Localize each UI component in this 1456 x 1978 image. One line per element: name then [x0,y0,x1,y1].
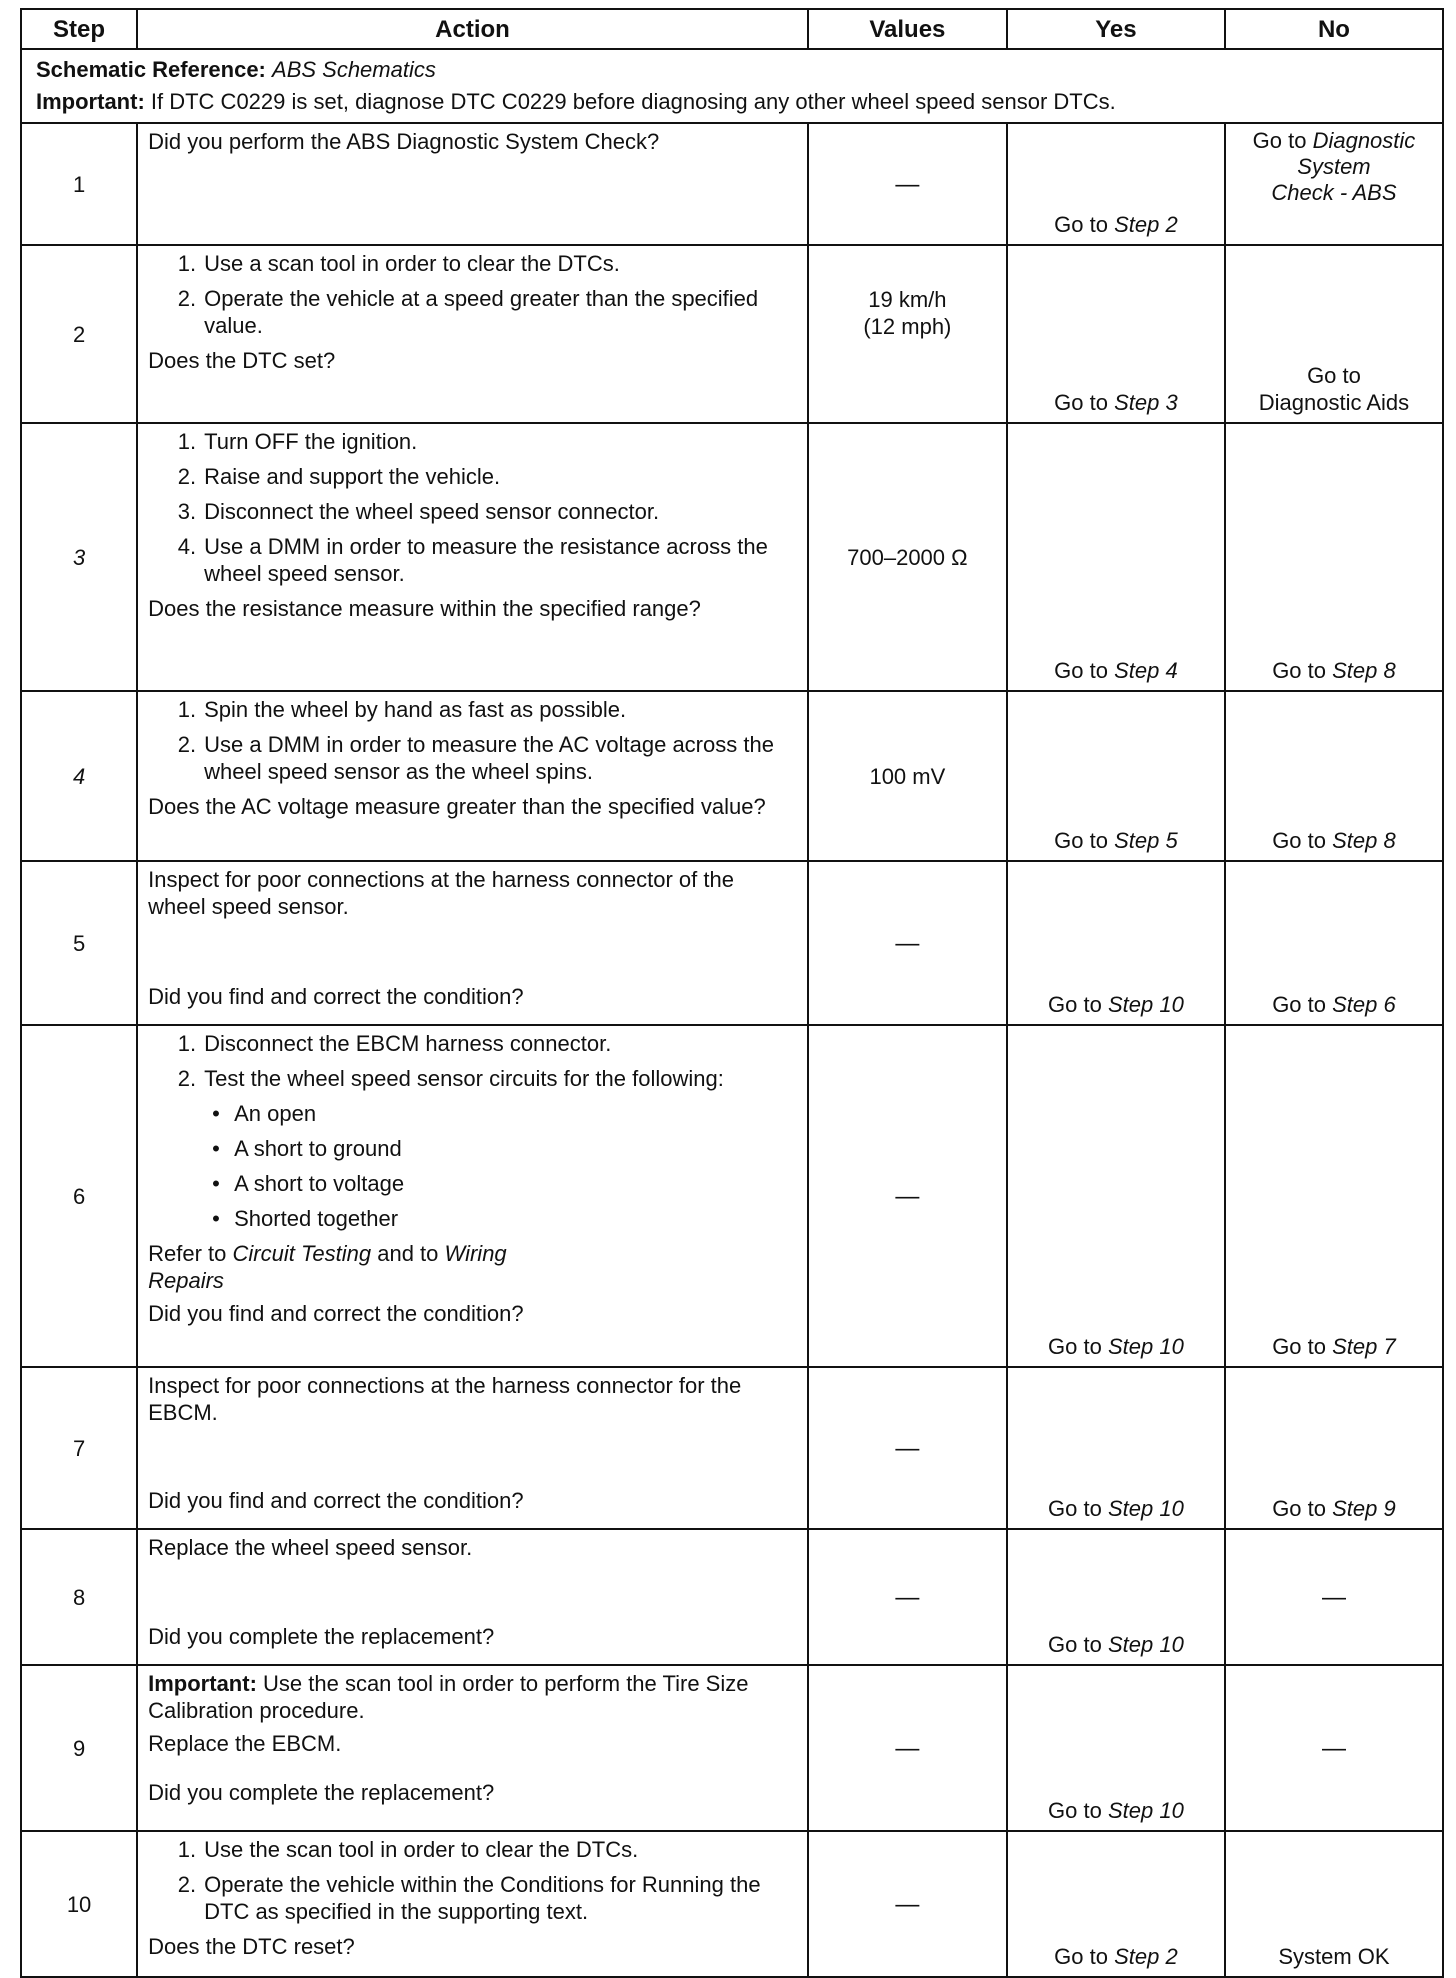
value-cell: — [808,1831,1007,1977]
yes-cell: Go to Step 3 [1007,245,1225,423]
yes-cell: Go to Step 2 [1007,1831,1225,1977]
question: Does the DTC reset? [148,1934,355,1959]
bullet-item: Shorted together [234,1206,399,1231]
step-number: 4 [21,691,137,861]
no-cell: — [1225,1665,1443,1831]
list-item: Raise and support the vehicle. [204,464,501,489]
yes-cell: Go to Step 4 [1007,423,1225,691]
step-number: 5 [21,861,137,1025]
header-action: Action [137,9,808,49]
value-cell: 19 km/h (12 mph) [808,245,1007,423]
no-cell: Go to Diagnostic Aids [1225,245,1443,423]
action-cell: 1. Use the scan tool in order to clear the DTCs. 2. Operate the vehicle within the Conditions for Running the DTC as specified in the supporting text. Does the DTC reset? [137,1831,808,1977]
table-row-step-3 [21,423,1443,691]
action-cell: 1. Turn OFF the ignition. 2. Raise and support the vehicle. 3. Disconnect the wheel speed sensor connector. 4. Use a DMM in order to measure the resistance across the wheel speed sensor. Does the resistance measure within the specified range? [137,423,808,691]
yes-link[interactable]: Step 3 [1114,390,1178,415]
important-text: If DTC C0229 is set, diagnose DTC C0229 before diagnosing any other wheel speed sensor DTCs. [150,89,1116,114]
no-link[interactable]: Diagnostic Aids [1258,390,1410,415]
refer-note: Refer to Circuit Testing and to Wiring Repairs [148,1241,507,1293]
value-cell: — [808,1529,1007,1665]
list-item: Use a scan tool in order to clear the DTCs. [204,251,620,276]
header-no: No [1225,9,1443,49]
action-cell: 1. Spin the wheel by hand as fast as possible. 2. Use a DMM in order to measure the AC voltage across the wheel speed sensor as the wheel spins. Does the AC voltage measure greater than the specified value? [137,691,808,861]
list-item: Operate the vehicle at a speed greater than the specified value. [204,286,759,338]
table-row-step-5 [21,861,1443,1025]
value-cell: 700–2000 Ω [808,423,1007,691]
no-link[interactable]: Step 7 [1332,1334,1396,1359]
yes-link[interactable]: Step 10 [1107,1632,1184,1657]
action-cell [137,861,808,1025]
table-row-step-9 [21,1665,1443,1831]
no-cell: System OK [1225,1831,1443,1977]
table-row-step-10 [21,1831,1443,1977]
diagnostic-table-page [20,8,1444,1978]
header-yes: Yes [1007,9,1225,49]
instruction: Replace the EBCM. [148,1731,342,1756]
important-note [36,86,1428,118]
instruction: Inspect for poor connections at the harness connector of the wheel speed sensor. [148,867,734,919]
value-cell: — [808,1665,1007,1831]
no-link[interactable]: Step 9 [1332,1496,1396,1521]
no-cell: Go to Step 9 [1225,1367,1443,1529]
value-cell: — [808,1025,1007,1367]
list-item: Turn OFF the ignition. [204,429,418,454]
action-cell: 1. Use a scan tool in order to clear the DTCs. 2. Operate the vehicle at a speed greater than the specified value. Does the DTC set? [137,245,808,423]
list-item: Disconnect the EBCM harness connector. [204,1031,612,1056]
table-row-step-7 [21,1367,1443,1529]
question: Does the AC voltage measure greater than the specified value? [148,794,766,819]
yes-link[interactable]: Step 10 [1107,992,1184,1017]
reference-row [21,49,1443,123]
action-cell [137,123,808,245]
reference-cell [21,49,1443,123]
no-link[interactable]: Step 6 [1332,992,1396,1017]
question: Does the resistance measure within the specified range? [148,596,701,621]
yes-cell: Go to Step 10 [1007,1367,1225,1529]
list-item: Test the wheel speed sensor circuits for the following: [204,1066,724,1091]
important-note: Important: Use the scan tool in order to perform the Tire Size Calibration procedure. [148,1671,749,1723]
yes-link[interactable]: Step 10 [1107,1798,1184,1823]
no-cell: Go to Step 7 [1225,1025,1443,1367]
bullet-item: A short to ground [234,1136,402,1161]
question: Did you perform the ABS Diagnostic System Check? [148,129,660,154]
yes-cell: Go to Step 5 [1007,691,1225,861]
question: Did you complete the replacement? [148,1780,495,1805]
step-number: 10 [21,1831,137,1977]
yes-link[interactable]: Step 2 [1114,212,1178,237]
yes-cell: Go to Step 2 [1007,123,1225,245]
schematic-reference [36,54,1428,86]
instruction: Replace the wheel speed sensor. [148,1535,473,1560]
yes-cell: Go to Step 10 [1007,861,1225,1025]
value-cell: — [808,861,1007,1025]
question: Did you find and correct the condition? [148,984,524,1009]
step-number: 7 [21,1367,137,1529]
header-row [21,9,1443,49]
value-cell: — [808,123,1007,245]
yes-link[interactable]: Step 10 [1107,1496,1184,1521]
question: Does the DTC set? [148,348,336,373]
bullet-item: An open [234,1101,317,1126]
question: Did you find and correct the condition? [148,1301,524,1326]
step-number: 6 [21,1025,137,1367]
table-row-step-6 [21,1025,1443,1367]
table-row-step-4 [21,691,1443,861]
no-link[interactable]: Step 8 [1332,658,1396,683]
header-step: Step [21,9,137,49]
no-link[interactable]: Diagnostic [1312,128,1416,153]
question: Did you find and correct the condition? [148,1488,524,1513]
bullet-item: A short to voltage [234,1171,405,1196]
list-item: Use a DMM in order to measure the AC voltage across the wheel speed sensor as the wheel spins. [204,732,774,784]
yes-cell: Go to Step 10 [1007,1529,1225,1665]
important-label: Important: [36,89,145,114]
no-cell: Go to Step 6 [1225,861,1443,1025]
action-cell: 1. Disconnect the EBCM harness connector. 2. Test the wheel speed sensor circuits for the following: • An open • A short to ground • A short to voltage • Shorted together Refer to Circuit Testing and to Wiring Repairs Did you find and correct the condition? [137,1025,808,1367]
value-cell: — [808,1367,1007,1529]
yes-link[interactable]: Step 10 [1107,1334,1184,1359]
list-item: Operate the vehicle within the Conditions for Running the DTC as specified in the supporting text. [204,1872,761,1924]
value-cell: 100 mV [808,691,1007,861]
step-number: 1 [21,123,137,245]
schematic-label: Schematic Reference: [36,57,266,82]
no-cell: Go to Step 8 [1225,423,1443,691]
table-row-step-2 [21,245,1443,423]
list-item: Use the scan tool in order to clear the DTCs. [204,1837,639,1862]
yes-link[interactable]: Step 2 [1114,1944,1178,1969]
schematic-link[interactable]: ABS Schematics [272,57,436,82]
instruction: Inspect for poor connections at the harness connector for the EBCM. [148,1373,742,1425]
header-values: Values [808,9,1007,49]
step-number: 8 [21,1529,137,1665]
table-row-step-8 [21,1529,1443,1665]
step-number: 2 [21,245,137,423]
wiring-repairs-link[interactable]: Wiring [444,1241,507,1266]
action-cell [137,1529,808,1665]
action-cell [137,1665,808,1831]
no-cell: Go to Step 8 [1225,691,1443,861]
yes-cell: Go to Step 10 [1007,1665,1225,1831]
no-link[interactable]: Step 8 [1332,828,1396,853]
action-cell [137,1367,808,1529]
yes-cell: Go to Step 10 [1007,1025,1225,1367]
list-item: Disconnect the wheel speed sensor connector. [204,499,660,524]
step-number: 3 [21,423,137,691]
step-number: 9 [21,1665,137,1831]
table-row-step-1 [21,123,1443,245]
list-item: Spin the wheel by hand as fast as possible. [204,697,627,722]
question: Did you complete the replacement? [148,1624,495,1649]
no-cell: — [1225,1529,1443,1665]
list-item: Use a DMM in order to measure the resistance across the wheel speed sensor. [204,534,768,586]
yes-link[interactable]: Step 5 [1114,828,1178,853]
diagnostic-table [20,8,1444,1978]
yes-link[interactable]: Step 4 [1114,658,1178,683]
circuit-testing-link[interactable]: Circuit Testing [232,1241,372,1266]
no-cell: Go to Diagnostic System Check - ABS [1225,123,1443,245]
